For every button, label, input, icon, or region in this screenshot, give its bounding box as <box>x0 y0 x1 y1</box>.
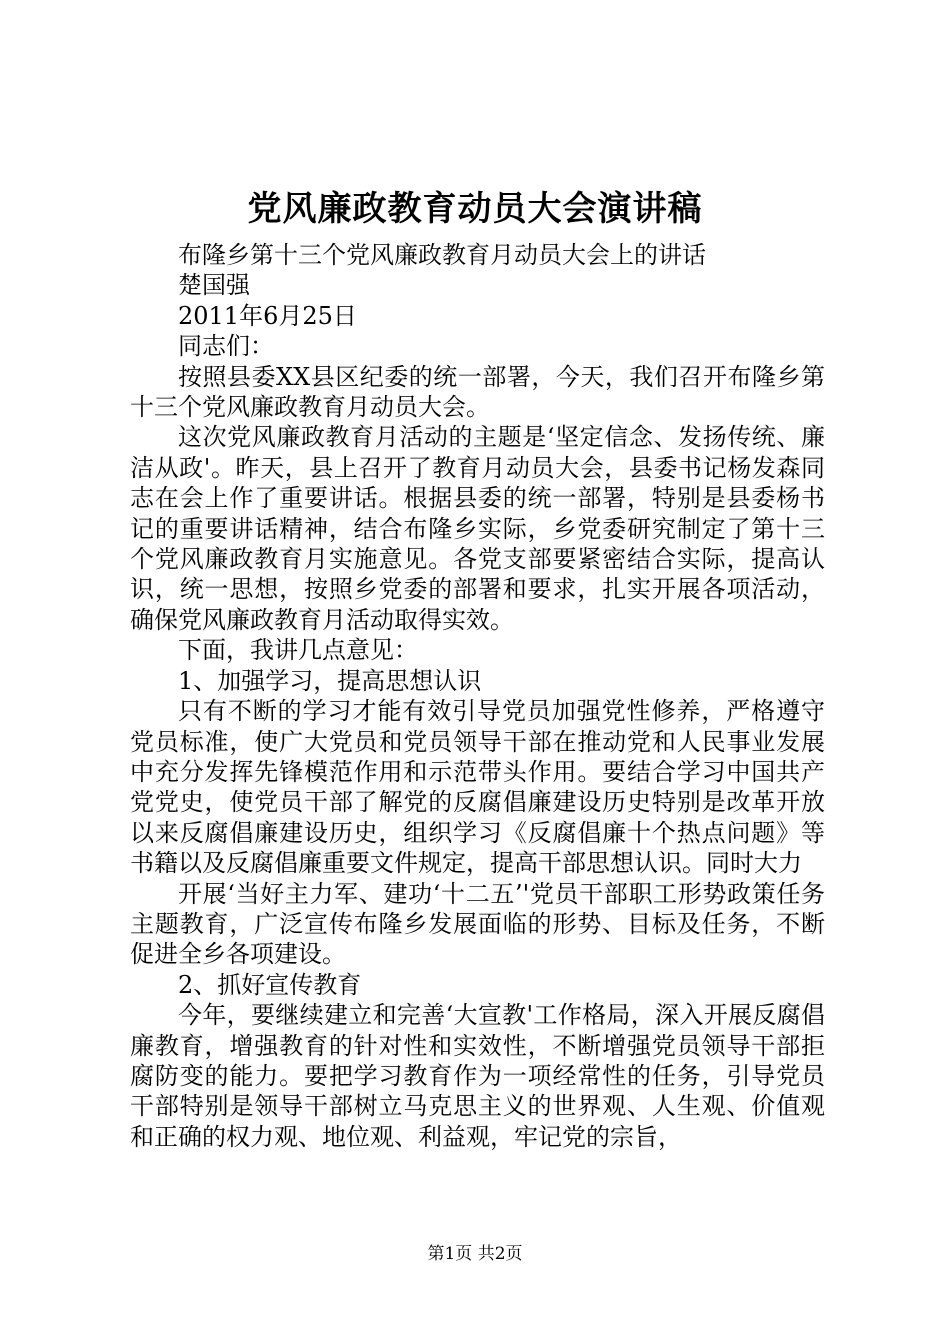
author-paragraph: 楚国强 <box>178 271 250 300</box>
body-paragraph: 只有不断的学习才能有效引导党员加强党性修养，严格遵守党员标准，使广大党员和党员领导干部在推动党和人民事业发展中充分发挥先锋模范作用和示范带头作用。要结合学习中国共产党党史，使党员干部了解党的反腐倡廉建设历史特别是改革开放以来反腐倡廉建设历史，组织学习《反腐倡廉十个热点问题》等书籍以及反腐倡廉重要文件规定，提高干部思想认识。同时大力 <box>130 697 825 878</box>
document-title: 党风廉政教育动员大会演讲稿 <box>247 189 703 229</box>
body-paragraph: 今年，要继续建立和完善‘大宣教'工作格局，深入开展反腐倡廉教育，增强教育的针对性和实效性，不断增强党员领导干部拒腐防变的能力。要把学习教育作为一项经常性的任务，引导党员干部特别是领导干部树立马克思主义的世界观、人生观、价值观和正确的权力观、地位观、利益观，牢记党的宗旨， <box>130 1001 825 1151</box>
body-paragraph: 按照县委XX县区纪委的统一部署，今天，我们召开布隆乡第十三个党风廉政教育月动员大会。 <box>130 362 825 422</box>
body-paragraph: 下面，我讲几点意见： <box>178 636 418 665</box>
body-paragraph: 开展‘当好主力军、建功‘十二五’'党员干部职工形势政策任务主题教育，广泛宣传布隆乡发展面临的形势、目标及任务，不断促进全乡各项建设。 <box>130 879 825 969</box>
section-heading: 1、加强学习，提高思想认识 <box>178 666 482 695</box>
salutation-paragraph: 同志们： <box>178 332 274 361</box>
subtitle-paragraph: 布隆乡第十三个党风廉政教育月动员大会上的讲话 <box>178 241 706 269</box>
body-paragraph: 这次党风廉政教育月活动的主题是‘坚定信念、发扬传统、廉洁从政'。昨天，县上召开了教育月动员大会，县委书记杨发森同志在会上作了重要讲话。根据县委的统一部署，特别是县委杨书记的重要讲话精神，结合布隆乡实际，乡党委研究制定了第十三个党风廉政教育月实施意见。各党支部要紧密结合实际，提高认识，统一思想，按照乡党委的部署和要求，扎实开展各项活动，确保党风廉政教育月活动取得实效。 <box>130 423 825 634</box>
page-footer: 第1页 共2页 <box>427 1244 523 1264</box>
section-heading: 2、抓好宣传教育 <box>178 970 362 999</box>
date-paragraph: 2011年6月25日 <box>178 301 357 330</box>
document-body <box>130 240 825 1152</box>
